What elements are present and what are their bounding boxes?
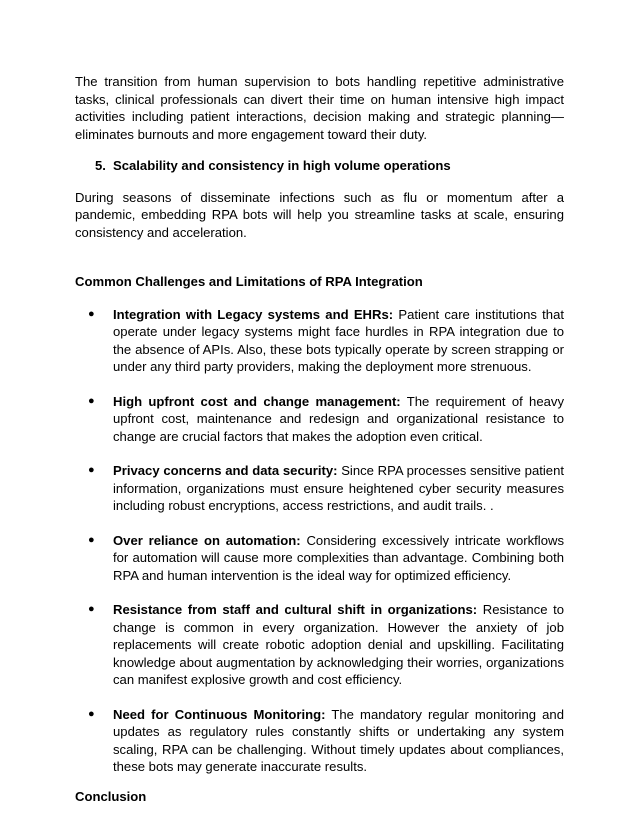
bullet-icon: ● xyxy=(88,603,95,615)
list-item-title: Need for Continuous Monitoring: xyxy=(113,706,326,722)
list-item-text: Resistance to change is common in every organization. However the anxiety of job replacements will create robotic adoption denial and upskilling. Facilitating knowledge about augmentation by acknowledging their worries, organizations can manifest explosive growth and cost efficiency. xyxy=(113,602,564,687)
list-item-text: The requirement of heavy upfront cost, maintenance and redesign and organizational resistance to change are crucial factors that makes the adoption even critical. xyxy=(113,393,564,444)
list-item-text: Since RPA processes sensitive patient information, organizations must ensure heightened cyber security measures including robust encryptions, access restrictions, and audit trails. . xyxy=(113,463,564,513)
list-item-title: Over reliance on automation: xyxy=(113,532,301,548)
bullet-icon: ● xyxy=(88,707,95,720)
intro-paragraph: The transition from human supervision to bots handling repetitive administrative tasks, clinical professionals can divert their time on human intensive high impact activities including patient interactions, decision making and strategic planning—eliminates burnouts and more engagement toward their duty. xyxy=(75,74,564,142)
list-item-text: Considering excessively intricate workflows for automation will cause more complexities than advantage. Combining both RPA and human intervention is the ideal way for optimized efficiency. xyxy=(113,532,564,583)
list-item-title: High upfront cost and change management: xyxy=(113,393,401,409)
numbered-heading-text: Scalability and consistency in high volume operations xyxy=(113,158,451,173)
scalability-paragraph: During seasons of disseminate infections such as flu or momentum after a pandemic, embedding RPA bots will help you streamline tasks at scale, ensuring consistency and acceleration. xyxy=(75,189,564,240)
document-page xyxy=(75,73,564,820)
bullet-icon: ● xyxy=(88,533,95,546)
list-item xyxy=(88,532,564,585)
numbered-heading-scalability xyxy=(95,157,564,175)
list-item xyxy=(88,306,564,376)
list-item xyxy=(88,462,564,515)
list-item xyxy=(88,601,564,689)
list-item-text: Patient care institutions that operate under legacy systems might face hurdles in RPA integration due to the absence of APIs. Also, these bots typically operate by screen strapping or under any third party providers, making the deployment more strenuous. xyxy=(113,306,565,374)
list-item-title: Resistance from staff and cultural shift in organizations: xyxy=(113,602,478,617)
list-item-title: Integration with Legacy systems and EHRs: xyxy=(113,306,394,322)
conclusion-heading: Conclusion xyxy=(75,788,147,804)
list-number: 5. xyxy=(95,158,106,173)
list-item xyxy=(88,706,564,776)
list-item xyxy=(88,393,564,446)
list-item-text: The mandatory regular monitoring and updates as regulatory rules constantly shifts or undertaking any system scaling, RPA can be challenging. Without timely updates about compliances, these bots may generate inaccurate results. xyxy=(113,706,564,774)
bullet-icon: ● xyxy=(88,464,95,476)
bullet-icon: ● xyxy=(88,394,95,407)
challenges-heading: Common Challenges and Limitations of RPA Integration xyxy=(75,274,423,289)
list-item-title: Privacy concerns and data security: xyxy=(113,463,338,478)
challenges-list xyxy=(75,306,564,776)
bullet-icon: ● xyxy=(88,307,95,320)
